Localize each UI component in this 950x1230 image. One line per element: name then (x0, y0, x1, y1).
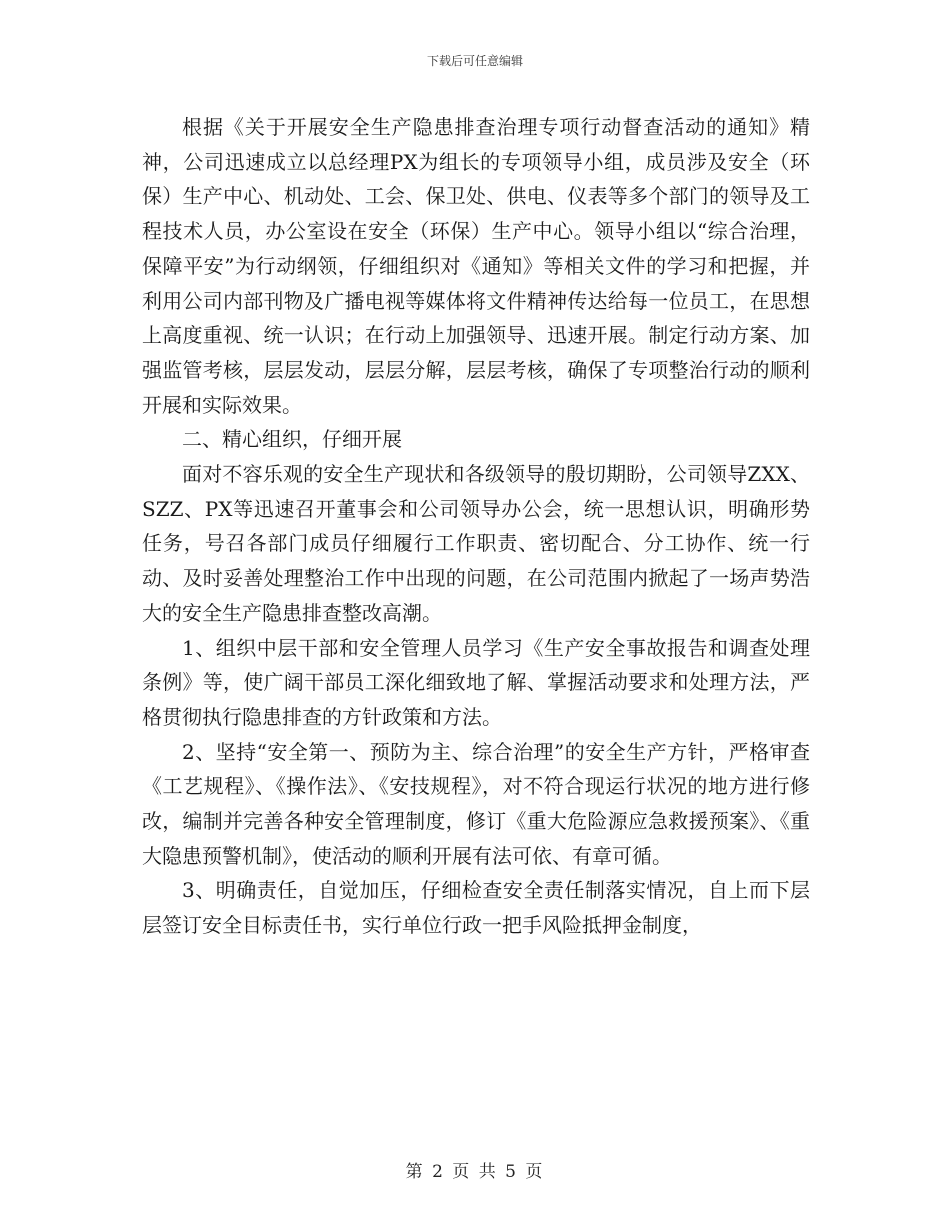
list-item: 3、明确责任，自觉加压，仔细检查安全责任制落实情况，自上而下层层签订安全目标责任书，实行单位行政一把手风险抵押金制度， (142, 878, 810, 938)
list-item: 2、坚持“安全第一、预防为主、综合治理”的安全生产方针，严格审查《工艺规程》、《操作法》、《安技规程》，对不符合现运行状况的地方进行修改，编制并完善各种安全管理制度，修订《重大危险源应急救援预案》、《重大隐患预警机制》，使活动的顺利开展有法可依、有章可循。 (142, 739, 810, 868)
section-heading: 二、精心组织，仔细开展 (182, 427, 402, 452)
document-body (142, 110, 810, 943)
list-item: 1、组织中层干部和安全管理人员学习《生产安全事故报告和调查处理条例》等，使广阔干部员工深化细致地了解、掌握活动要求和处理方法，严格贯彻执行隐患排查的方针政策和方法。 (142, 635, 810, 729)
page-number: 第 2 页 共 5 页 (405, 1162, 545, 1182)
page-header: 下载后可任意编辑 (426, 54, 523, 68)
paragraph: 根据《关于开展安全生产隐患排查治理专项行动督查活动的通知》精神，公司迅速成立以总经理PX为组长的专项领导小组，成员涉及安全（环保）生产中心、机动处、工会、保卫处、供电、仪表等多个部门的领导及工程技术人员，办公室设在安全（环保）生产中心。领导小组以“综合治理，保障平安”为行动纲领，仔细组织对《通知》等相关文件的学习和把握，并利用公司内部刊物及广播电视等媒体将文件精神传达给每一位员工，在思想上高度重视、统一认识；在行动上加强领导、迅速开展。制定行动方案、加强监管考核，层层发动，层层分解，层层考核，确保了专项整治行动的顺利开展和实际效果。 (142, 115, 810, 417)
paragraph: 面对不容乐观的安全生产现状和各级领导的殷切期盼，公司领导ZXX、SZZ、PX等迅速召开董事会和公司领导办公会，统一思想认识，明确形势任务，号召各部门成员仔细履行工作职责、密切配合、分工协作、统一行动、及时妥善处理整治工作中出现的问题，在公司范围内掀起了一场声势浩大的安全生产隐患排查整改高潮。 (142, 462, 810, 625)
